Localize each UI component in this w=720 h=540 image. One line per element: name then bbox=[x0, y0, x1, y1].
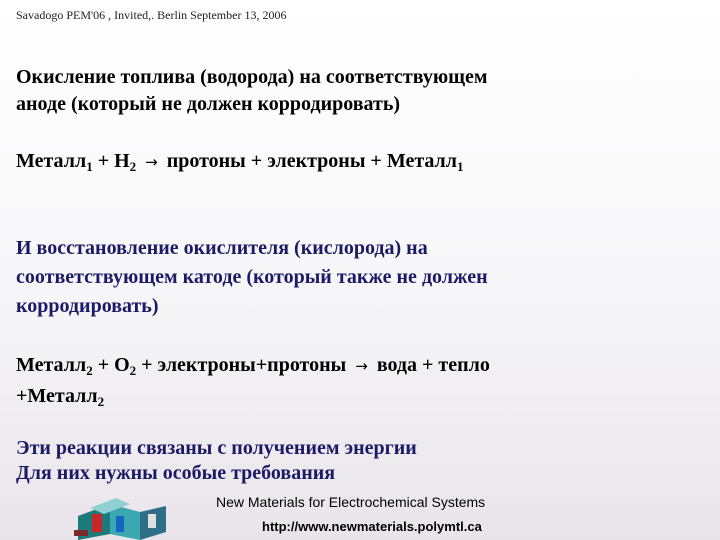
eq2-line-1 bbox=[16, 350, 704, 381]
eq1-metal-sub: 1 bbox=[86, 159, 93, 174]
anode-equation bbox=[16, 148, 704, 176]
eq1-metal: Металл bbox=[16, 150, 87, 172]
cathode-line: соответствующем катоде (который также не должен bbox=[16, 266, 488, 288]
eq2-metal-line2: +Металл bbox=[16, 385, 98, 407]
closing-text bbox=[16, 436, 704, 486]
cathode-line: корродировать) bbox=[16, 295, 159, 317]
eq2-metal-line2-sub: 2 bbox=[97, 394, 105, 409]
footer-title: New Materials for Electrochemical Systems bbox=[216, 494, 486, 510]
arrow-icon: → bbox=[355, 357, 368, 375]
intro-line: Окисление топлива (водорода) на соответствующем bbox=[16, 66, 488, 88]
eq2-oxygen-sub: 2 bbox=[129, 363, 137, 378]
cathode-description bbox=[16, 234, 704, 321]
cathode-line: И восстановление окислителя (кислорода) на bbox=[16, 237, 428, 259]
cathode-equation bbox=[16, 350, 704, 411]
eq2-line-2 bbox=[16, 381, 704, 411]
arrow-icon: → bbox=[145, 153, 158, 171]
slide-header: Savadogo PEM'06 , Invited,. Berlin September 13, 2006 bbox=[16, 8, 287, 22]
fuel-cell-logo-icon bbox=[70, 486, 178, 540]
eq1-products: протоны + электроны + Металл bbox=[166, 150, 458, 172]
eq2-oxygen: + O bbox=[97, 354, 130, 376]
eq2-metal-sub: 2 bbox=[86, 363, 93, 378]
closing-line: Для них нужны особые требования bbox=[16, 462, 336, 484]
footer-url: http://www.newmaterials.polymtl.ca bbox=[262, 519, 482, 534]
intro-line: аноде (который не должен корродировать) bbox=[16, 93, 401, 115]
closing-line: Эти реакции связаны с получением энергии bbox=[16, 437, 417, 459]
eq1-hydrogen-sub: 2 bbox=[129, 159, 137, 174]
intro-text bbox=[16, 64, 704, 118]
eq1-hydrogen: + H bbox=[97, 150, 130, 172]
eq2-metal: Металл bbox=[16, 354, 87, 376]
eq2-reactants: + электроны+протоны bbox=[141, 354, 347, 376]
eq1-products-sub: 1 bbox=[457, 159, 464, 174]
eq2-products: вода + тепло bbox=[376, 354, 490, 376]
